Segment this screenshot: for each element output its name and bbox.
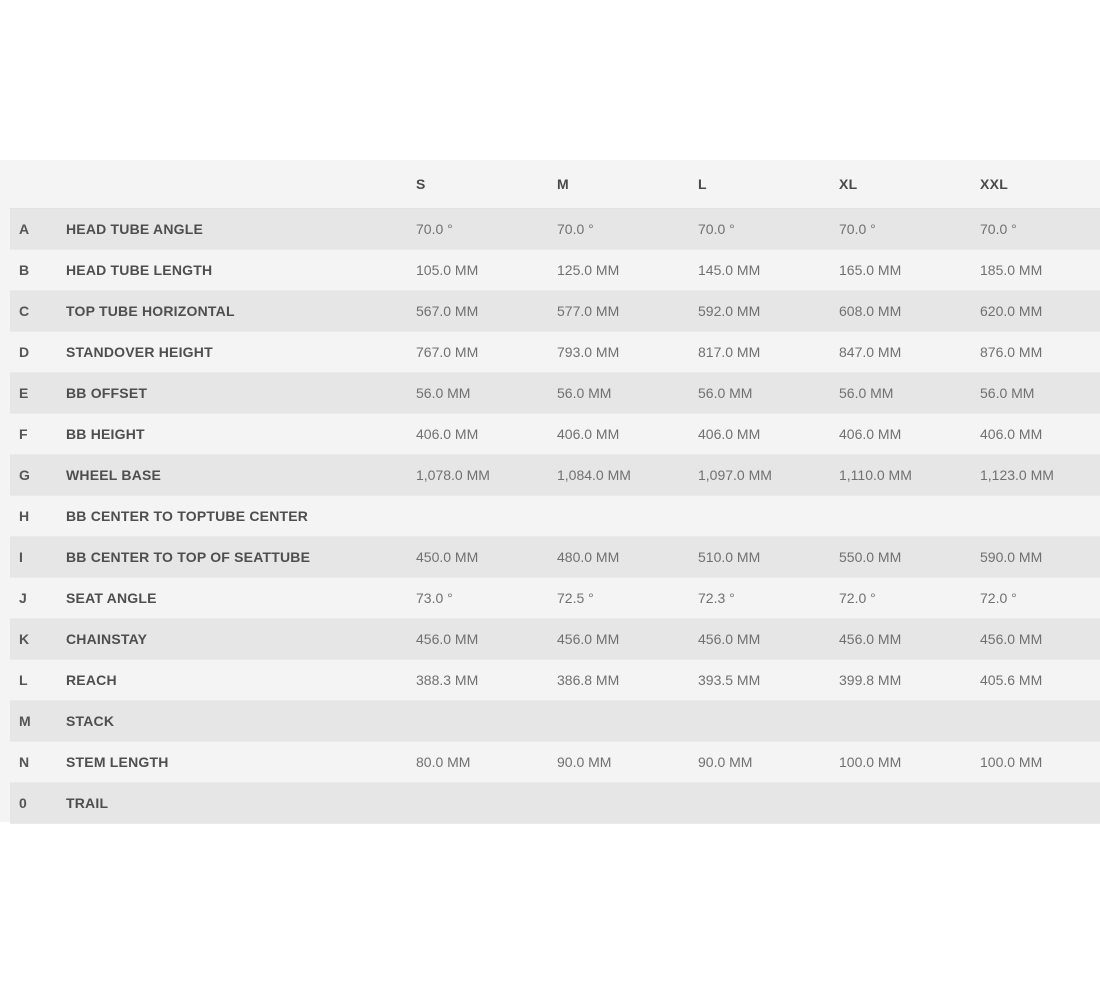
value-cell: 90.0 MM (557, 742, 698, 783)
value-cell: 450.0 MM (416, 537, 557, 578)
row-letter: K (10, 619, 66, 660)
value-cell (980, 783, 1100, 824)
value-cell: 1,078.0 MM (416, 455, 557, 496)
value-cell (557, 783, 698, 824)
value-cell (839, 783, 980, 824)
value-cell (416, 701, 557, 742)
row-label: HEAD TUBE LENGTH (66, 250, 416, 291)
value-cell: 72.0 ° (839, 578, 980, 619)
size-header-s: S (416, 160, 557, 209)
value-cell: 1,097.0 MM (698, 455, 839, 496)
value-cell: 393.5 MM (698, 660, 839, 701)
value-cell: 620.0 MM (980, 291, 1100, 332)
row-label: REACH (66, 660, 416, 701)
value-cell: 1,110.0 MM (839, 455, 980, 496)
table-row (10, 537, 1100, 578)
row-label: BB CENTER TO TOPTUBE CENTER (66, 496, 416, 537)
size-header-l: L (698, 160, 839, 209)
value-cell: 70.0 ° (416, 209, 557, 250)
value-cell: 80.0 MM (416, 742, 557, 783)
value-cell: 456.0 MM (698, 619, 839, 660)
value-cell: 70.0 ° (839, 209, 980, 250)
table-row (10, 209, 1100, 250)
value-cell: 406.0 MM (698, 414, 839, 455)
row-letter: N (10, 742, 66, 783)
value-cell: 592.0 MM (698, 291, 839, 332)
value-cell (416, 496, 557, 537)
value-cell: 767.0 MM (416, 332, 557, 373)
value-cell (416, 783, 557, 824)
value-cell: 100.0 MM (839, 742, 980, 783)
value-cell: 590.0 MM (980, 537, 1100, 578)
value-cell: 165.0 MM (839, 250, 980, 291)
value-cell: 73.0 ° (416, 578, 557, 619)
table-row (10, 455, 1100, 496)
row-letter: C (10, 291, 66, 332)
row-letter: H (10, 496, 66, 537)
row-label: STEM LENGTH (66, 742, 416, 783)
row-label: CHAINSTAY (66, 619, 416, 660)
value-cell: 90.0 MM (698, 742, 839, 783)
value-cell: 510.0 MM (698, 537, 839, 578)
value-cell: 72.3 ° (698, 578, 839, 619)
row-label: HEAD TUBE ANGLE (66, 209, 416, 250)
value-cell: 847.0 MM (839, 332, 980, 373)
table-row (10, 496, 1100, 537)
row-label: SEAT ANGLE (66, 578, 416, 619)
row-letter: M (10, 701, 66, 742)
value-cell (557, 701, 698, 742)
row-label: STANDOVER HEIGHT (66, 332, 416, 373)
value-cell: 577.0 MM (557, 291, 698, 332)
value-cell (839, 701, 980, 742)
row-letter: J (10, 578, 66, 619)
geometry-table-container (0, 160, 1100, 822)
header-letter-cell (10, 160, 66, 209)
row-letter: B (10, 250, 66, 291)
table-row (10, 660, 1100, 701)
value-cell: 105.0 MM (416, 250, 557, 291)
value-cell: 70.0 ° (980, 209, 1100, 250)
value-cell (980, 496, 1100, 537)
value-cell: 72.0 ° (980, 578, 1100, 619)
row-label: BB HEIGHT (66, 414, 416, 455)
value-cell: 817.0 MM (698, 332, 839, 373)
value-cell: 56.0 MM (698, 373, 839, 414)
value-cell: 406.0 MM (416, 414, 557, 455)
size-header-xl: XL (839, 160, 980, 209)
table-row (10, 619, 1100, 660)
value-cell (557, 496, 698, 537)
value-cell: 145.0 MM (698, 250, 839, 291)
value-cell: 56.0 MM (416, 373, 557, 414)
value-cell: 608.0 MM (839, 291, 980, 332)
size-header-xxl: XXL (980, 160, 1100, 209)
table-row (10, 250, 1100, 291)
value-cell: 56.0 MM (980, 373, 1100, 414)
row-letter: G (10, 455, 66, 496)
table-row (10, 414, 1100, 455)
geometry-table (10, 160, 1100, 824)
header-label-cell (66, 160, 416, 209)
value-cell: 56.0 MM (557, 373, 698, 414)
value-cell (698, 496, 839, 537)
value-cell: 550.0 MM (839, 537, 980, 578)
row-letter: I (10, 537, 66, 578)
size-header-m: M (557, 160, 698, 209)
row-label: STACK (66, 701, 416, 742)
value-cell (698, 783, 839, 824)
value-cell: 406.0 MM (557, 414, 698, 455)
value-cell: 876.0 MM (980, 332, 1100, 373)
row-label: BB OFFSET (66, 373, 416, 414)
value-cell: 406.0 MM (839, 414, 980, 455)
table-row (10, 578, 1100, 619)
value-cell: 1,084.0 MM (557, 455, 698, 496)
value-cell: 456.0 MM (416, 619, 557, 660)
value-cell: 399.8 MM (839, 660, 980, 701)
table-header-row (10, 160, 1100, 209)
value-cell: 567.0 MM (416, 291, 557, 332)
value-cell (839, 496, 980, 537)
value-cell: 185.0 MM (980, 250, 1100, 291)
value-cell: 388.3 MM (416, 660, 557, 701)
table-row (10, 783, 1100, 824)
value-cell: 70.0 ° (698, 209, 839, 250)
row-letter: E (10, 373, 66, 414)
row-label: TRAIL (66, 783, 416, 824)
row-letter: 0 (10, 783, 66, 824)
value-cell: 406.0 MM (980, 414, 1100, 455)
row-letter: D (10, 332, 66, 373)
row-label: TOP TUBE HORIZONTAL (66, 291, 416, 332)
row-label: WHEEL BASE (66, 455, 416, 496)
row-label: BB CENTER TO TOP OF SEATTUBE (66, 537, 416, 578)
value-cell: 456.0 MM (980, 619, 1100, 660)
value-cell (698, 701, 839, 742)
value-cell (980, 701, 1100, 742)
value-cell: 1,123.0 MM (980, 455, 1100, 496)
value-cell: 125.0 MM (557, 250, 698, 291)
table-row (10, 373, 1100, 414)
table-row (10, 701, 1100, 742)
row-letter: A (10, 209, 66, 250)
value-cell: 480.0 MM (557, 537, 698, 578)
value-cell: 386.8 MM (557, 660, 698, 701)
row-letter: F (10, 414, 66, 455)
table-row (10, 742, 1100, 783)
value-cell: 793.0 MM (557, 332, 698, 373)
table-row (10, 291, 1100, 332)
row-letter: L (10, 660, 66, 701)
value-cell: 72.5 ° (557, 578, 698, 619)
table-row (10, 332, 1100, 373)
value-cell: 405.6 MM (980, 660, 1100, 701)
value-cell: 70.0 ° (557, 209, 698, 250)
value-cell: 456.0 MM (557, 619, 698, 660)
value-cell: 456.0 MM (839, 619, 980, 660)
value-cell: 56.0 MM (839, 373, 980, 414)
value-cell: 100.0 MM (980, 742, 1100, 783)
